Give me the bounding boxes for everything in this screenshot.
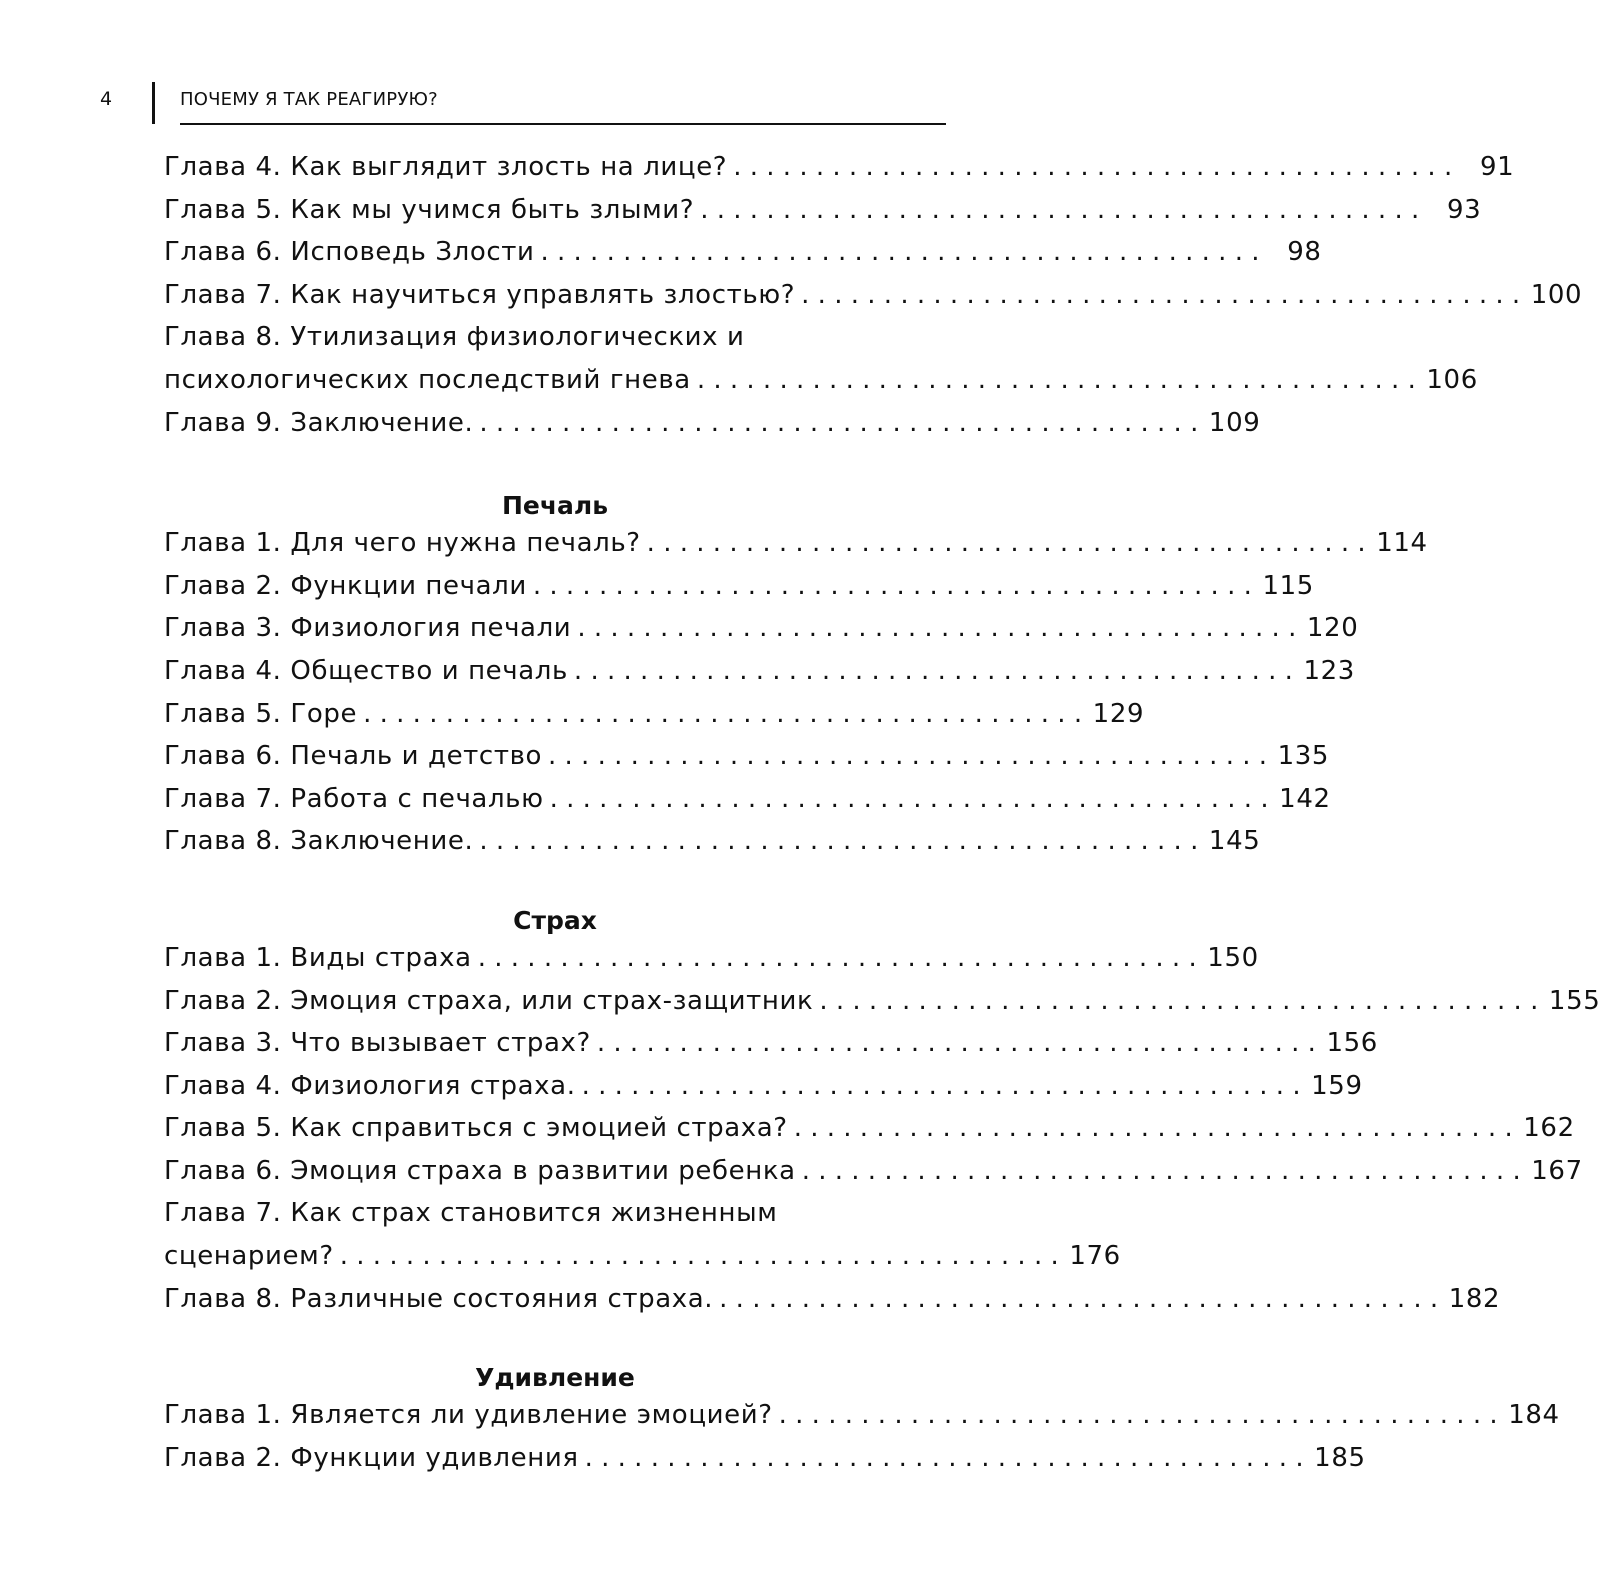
dot-leader: . . . . . . . . . . . . . . . . . . . . . . . . . . . . . . . . . . . . . . . . . . . . — [793, 1113, 1513, 1144]
toc-entry-title: Глава 8. Заключение. — [164, 826, 474, 857]
dot-leader: . . . . . . . . . . . . . . . . . . . . . . . . . . . . . . . . . . . . . . . . . . . . — [581, 1070, 1301, 1101]
toc-entry-title: сценарием? — [164, 1241, 334, 1272]
toc-entry-title: Глава 2. Функции удивления — [164, 1442, 579, 1473]
toc-entry — [164, 942, 1259, 986]
dot-leader: . . . . . . . . . . . . . . . . . . . . . . . . . . . . . . . . . . . . . . . . . . . . — [548, 741, 1268, 772]
toc-entry — [164, 1070, 1363, 1114]
dot-leader: . . . . . . . . . . . . . . . . . . . . . . . . . . . . . . . . . . . . . . . . . . . . — [819, 985, 1539, 1016]
toc-entry-page: 159 — [1311, 1070, 1363, 1101]
toc-entry — [164, 407, 1261, 451]
toc-entry-page: 93 — [1446, 194, 1482, 225]
toc-entry — [164, 1400, 1560, 1443]
toc-entry-page: 142 — [1279, 783, 1331, 814]
dot-leader: . . . . . . . . . . . . . . . . . . . . . . . . . . . . . . . . . . . . . . . . . . . . — [778, 1400, 1498, 1431]
dot-leader: . . . . . . . . . . . . . . . . . . . . . . . . . . . . . . . . . . . . . . . . . . . . — [479, 826, 1199, 857]
toc-entry — [164, 528, 1428, 571]
section-heading: Удивление — [475, 1363, 635, 1393]
toc-entry-title: Глава 2. Функции печали — [164, 570, 527, 601]
toc-entry-page: 155 — [1548, 985, 1600, 1016]
toc-entry — [164, 613, 1359, 656]
toc-entry-title: Глава 8. Утилизация физиологических и — [164, 322, 745, 353]
toc-entry — [164, 279, 1583, 323]
toc-entry-page: 184 — [1508, 1400, 1560, 1431]
toc-entry-title: Глава 7. Как страх становится жизненным — [164, 1198, 778, 1229]
toc-entry-page: 114 — [1376, 528, 1428, 559]
toc-entry-title: Глава 1. Является ли удивление эмоцией? — [164, 1400, 773, 1431]
toc-entry — [164, 826, 1261, 869]
dot-leader: . . . . . . . . . . . . . . . . . . . . . . . . . . . . . . . . . . . . . . . . . . . . — [801, 279, 1521, 310]
dot-leader: . . . . . . . . . . . . . . . . . . . . . . . . . . . . . . . . . . . . . . . . . . . . — [801, 1155, 1521, 1186]
toc-entry-title: Глава 8. Различные состояния страха. — [164, 1283, 714, 1314]
toc-entry-title: Глава 7. Как научиться управлять злостью? — [164, 279, 796, 310]
dot-leader: . . . . . . . . . . . . . . . . . . . . . . . . . . . . . . . . . . . . . . . . . . . . — [584, 1442, 1304, 1473]
toc-entry-title: Глава 5. Горе — [164, 698, 358, 729]
dot-leader: . . . . . . . . . . . . . . . . . . . . . . . . . . . . . . . . . . . . . . . . . . . . — [733, 152, 1453, 182]
toc-entry-page: 109 — [1208, 407, 1261, 438]
toc-entry-title: Глава 6. Исповедь Злости — [164, 237, 535, 268]
dot-leader: . . . . . . . . . . . . . . . . . . . . . . . . . . . . . . . . . . . . . . . . . . . . — [573, 655, 1293, 686]
toc-entry — [164, 655, 1355, 699]
toc-entry-page: 91 — [1479, 152, 1515, 182]
toc-entry — [164, 364, 1478, 408]
toc-entry-page: 185 — [1314, 1442, 1366, 1473]
toc-entry-title: психологических последствий гнева — [164, 364, 691, 395]
page-number: 4 — [100, 88, 113, 110]
toc-entry — [164, 322, 946, 365]
dot-leader: . . . . . . . . . . . . . . . . . . . . . . . . . . . . . . . . . . . . . . . . . . . . — [596, 1028, 1316, 1059]
toc-entry-page: 98 — [1287, 237, 1322, 268]
toc-entry — [164, 194, 1482, 238]
dot-leader: . . . . . . . . . . . . . . . . . . . . . . . . . . . . . . . . . . . . . . . . . . . . — [339, 1241, 1059, 1272]
toc-entry-title: Глава 5. Как справиться с эмоцией страха? — [164, 1113, 788, 1144]
toc-entry — [164, 783, 1331, 827]
toc-entry-page: 150 — [1207, 942, 1259, 973]
toc-entry-page: 176 — [1069, 1241, 1121, 1272]
toc-entry-page: 182 — [1448, 1283, 1501, 1314]
toc-entry-title: Глава 6. Эмоция страха в развитии ребенка — [164, 1155, 796, 1186]
toc-entry — [164, 1113, 1575, 1156]
toc-entry-page: 135 — [1277, 741, 1330, 772]
toc-entry-title: Глава 4. Физиология страха. — [164, 1070, 576, 1101]
dot-leader: . . . . . . . . . . . . . . . . . . . . . . . . . . . . . . . . . . . . . . . . . . . . — [646, 528, 1366, 559]
toc-entry-title: Глава 2. Эмоция страха, или страх-защитник — [164, 985, 814, 1016]
toc-entry-title: Глава 4. Как выглядит злость на лице? — [164, 152, 728, 182]
section-heading: Страх — [513, 905, 597, 935]
header-vertical-rule — [152, 82, 155, 124]
toc-entry — [164, 1198, 946, 1241]
toc-entry — [164, 237, 1322, 280]
toc-entry-title: Глава 3. Физиология печали — [164, 613, 572, 644]
toc-entry-page: 156 — [1326, 1028, 1378, 1059]
toc-entry-page: 123 — [1303, 655, 1355, 686]
dot-leader: . . . . . . . . . . . . . . . . . . . . . . . . . . . . . . . . . . . . . . . . . . . . — [363, 698, 1083, 729]
toc-entry — [164, 1283, 1501, 1327]
toc-entry-page: 120 — [1306, 613, 1359, 644]
header-rule — [180, 123, 946, 125]
dot-leader: . . . . . . . . . . . . . . . . . . . . . . . . . . . . . . . . . . . . . . . . . . . . — [696, 364, 1416, 395]
section-heading: Печаль — [501, 491, 609, 521]
toc-entry-title: Глава 7. Работа с печалью — [164, 783, 544, 814]
toc-entry — [164, 985, 1600, 1029]
toc-entry-title: Глава 5. Как мы учимся быть злыми? — [164, 194, 695, 225]
toc-entry-title: Глава 1. Виды страха — [164, 942, 472, 973]
table-of-contents — [164, 152, 1600, 1485]
toc-entry — [164, 1241, 1121, 1284]
dot-leader: . . . . . . . . . . . . . . . . . . . . . . . . . . . . . . . . . . . . . . . . . . . . — [477, 942, 1197, 973]
toc-entry-title: Глава 3. Что вызывает страх? — [164, 1028, 591, 1059]
toc-entry — [164, 570, 1314, 614]
toc-entry-title: Глава 9. Заключение. — [164, 407, 474, 438]
dot-leader: . . . . . . . . . . . . . . . . . . . . . . . . . . . . . . . . . . . . . . . . . . . . — [549, 783, 1269, 814]
toc-entry-title: Глава 6. Печаль и детство — [164, 741, 542, 772]
toc-entry-page: 129 — [1092, 698, 1145, 729]
toc-entry-page: 100 — [1530, 279, 1583, 310]
toc-entry — [164, 741, 1330, 784]
running-head — [96, 82, 946, 126]
toc-entry — [164, 1028, 1378, 1071]
dot-leader: . . . . . . . . . . . . . . . . . . . . . . . . . . . . . . . . . . . . . . . . . . . . — [532, 570, 1252, 601]
dot-leader: . . . . . . . . . . . . . . . . . . . . . . . . . . . . . . . . . . . . . . . . . . . . — [540, 237, 1260, 268]
toc-entry-title: Глава 1. Для чего нужна печаль? — [164, 528, 641, 559]
toc-entry-title: Глава 4. Общество и печаль — [164, 655, 568, 686]
toc-entry — [164, 1442, 1366, 1486]
toc-entry-page: 115 — [1262, 570, 1314, 601]
toc-entry-page: 162 — [1523, 1113, 1575, 1144]
toc-entry-page: 167 — [1531, 1155, 1583, 1186]
dot-leader: . . . . . . . . . . . . . . . . . . . . . . . . . . . . . . . . . . . . . . . . . . . . — [719, 1283, 1439, 1314]
dot-leader: . . . . . . . . . . . . . . . . . . . . . . . . . . . . . . . . . . . . . . . . . . . . — [479, 407, 1199, 438]
toc-entry — [164, 1155, 1583, 1199]
dot-leader: . . . . . . . . . . . . . . . . . . . . . . . . . . . . . . . . . . . . . . . . . . . . — [577, 613, 1297, 644]
toc-entry-page: 106 — [1426, 364, 1478, 395]
toc-entry-page: 145 — [1208, 826, 1261, 857]
toc-entry — [164, 152, 1515, 195]
dot-leader: . . . . . . . . . . . . . . . . . . . . . . . . . . . . . . . . . . . . . . . . . . . . — [700, 194, 1420, 225]
toc-entry — [164, 698, 1145, 742]
book-title: ПОЧЕМУ Я ТАК РЕАГИРУЮ? — [180, 89, 438, 110]
